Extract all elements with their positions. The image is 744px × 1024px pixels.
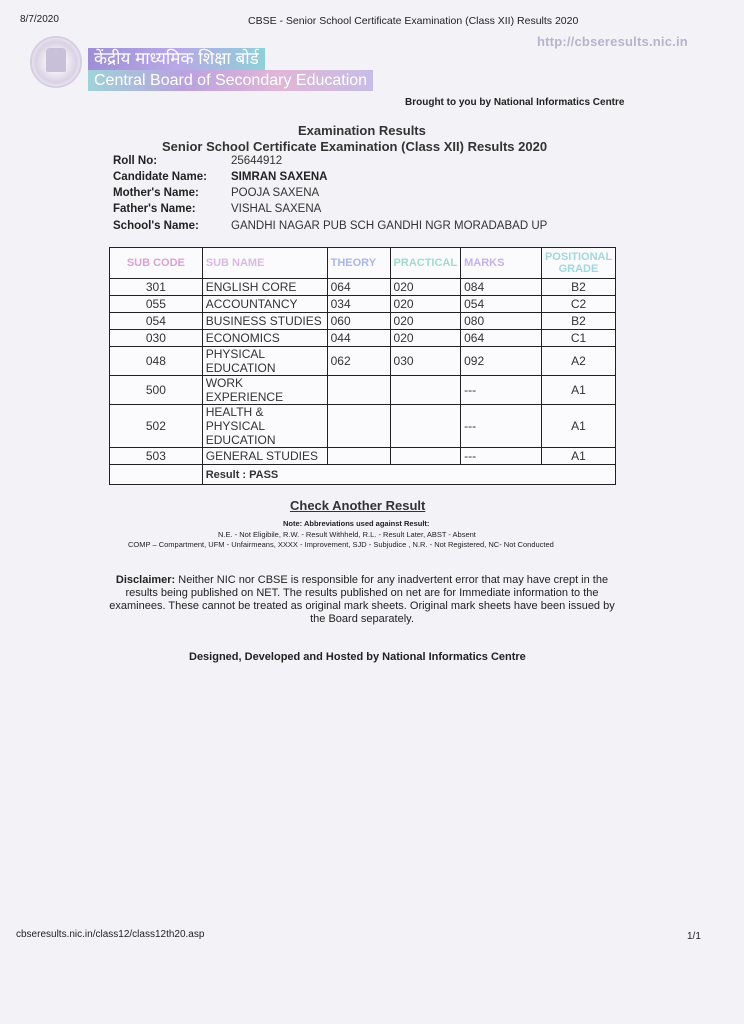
cell-theory: 034 [327, 296, 390, 313]
page-number: 1/1 [687, 931, 701, 942]
result-row [110, 465, 616, 485]
table-row [110, 405, 616, 448]
cell-marks: 084 [461, 279, 542, 296]
cell-theory: 044 [327, 330, 390, 347]
cell-practical: 020 [390, 296, 461, 313]
notes-line-1: N.E. - Not Eligibile, R.W. - Result Withheld, R.L. - Result Later, ABST - Absent [218, 530, 476, 539]
table-row [110, 313, 616, 330]
school-name-value: GANDHI NAGAR PUB SCH GANDHI NGR MORADABAD UP [231, 220, 548, 232]
cell-sub-code: 054 [110, 313, 203, 330]
cell-sub-name: WORK EXPERIENCE [202, 376, 327, 405]
results-table [109, 247, 616, 485]
cell-practical: 020 [390, 330, 461, 347]
cell-theory: 060 [327, 313, 390, 330]
header-sub-name: SUB NAME [202, 248, 327, 279]
cell-sub-code: 502 [110, 405, 203, 448]
cell-practical [390, 405, 461, 448]
cell-sub-name: ECONOMICS [202, 330, 327, 347]
cell-marks: --- [461, 405, 542, 448]
candidate-name-value: SIMRAN SAXENA [231, 171, 328, 183]
check-another-result-link[interactable]: Check Another Result [290, 498, 426, 513]
cell-marks: 064 [461, 330, 542, 347]
cell-sub-name: ENGLISH CORE [202, 279, 327, 296]
cell-sub-code: 500 [110, 376, 203, 405]
candidate-name-label: Candidate Name: [113, 171, 207, 183]
cell-sub-name: GENERAL STUDIES [202, 448, 327, 465]
print-title: CBSE - Senior School Certificate Examination (Class XII) Results 2020 [248, 15, 579, 27]
cell-sub-code: 301 [110, 279, 203, 296]
cell-sub-name: BUSINESS STUDIES [202, 313, 327, 330]
result-status: Result : PASS [202, 465, 615, 485]
cell-marks: --- [461, 376, 542, 405]
table-row [110, 296, 616, 313]
cell-practical [390, 376, 461, 405]
cell-grade: B2 [541, 313, 615, 330]
mother-name-label: Mother's Name: [113, 187, 199, 199]
cell-practical: 030 [390, 347, 461, 376]
mother-name-value: POOJA SAXENA [231, 187, 320, 199]
header-sub-code: SUB CODE [110, 248, 203, 279]
cell-grade: A2 [541, 347, 615, 376]
site-url-link[interactable]: http://cbseresults.nic.in [537, 34, 688, 49]
table-row [110, 330, 616, 347]
cell-marks: 054 [461, 296, 542, 313]
table-row [110, 376, 616, 405]
cell-theory [327, 376, 390, 405]
cell-grade: A1 [541, 448, 615, 465]
cell-marks: --- [461, 448, 542, 465]
designed-by-text: Designed, Developed and Hosted by National Informatics Centre [189, 651, 526, 663]
cell-grade: A1 [541, 376, 615, 405]
cell-sub-code: 503 [110, 448, 203, 465]
cell-practical: 020 [390, 313, 461, 330]
roll-label: Roll No: [113, 155, 158, 167]
cell-grade: A1 [541, 405, 615, 448]
notes-line-2: COMP – Compartment, UFM - Unfairmeans, XXXX - Improvement, SJD - Subjudice , N.R. - Not Registered, NC- Not Conducted [128, 540, 554, 549]
cell-grade: C2 [541, 296, 615, 313]
cell-marks: 080 [461, 313, 542, 330]
table-row [110, 448, 616, 465]
father-name-value: VISHAL SAXENA [231, 203, 322, 215]
table-row [110, 347, 616, 376]
cell-sub-name: HEALTH & PHYSICAL EDUCATION [202, 405, 327, 448]
disclaimer-label: Disclaimer: [115, 574, 176, 586]
disclaimer-text: Neither NIC nor CBSE is responsible for any inadvertent error that may have crept in the results being published on NET. The results published on net are for Immediate information to the examinees. These cannot be treated as original mark sheets. Original mark sheets have been issued by the Board separately. [109, 574, 615, 625]
footer-url: cbseresults.nic.in/class12/class12th20.asp [16, 929, 205, 940]
header-marks: MARKS [461, 248, 542, 279]
page-subtitle: Senior School Certificate Examination (Class XII) Results 2020 [162, 139, 548, 154]
cell-sub-code: 030 [110, 330, 203, 347]
cell-practical [390, 448, 461, 465]
table-header-row [110, 248, 616, 279]
school-name-label: School's Name: [113, 220, 199, 232]
emblem-icon [30, 36, 82, 88]
cell-theory [327, 448, 390, 465]
cell-grade: B2 [541, 279, 615, 296]
roll-value: 25644912 [231, 155, 283, 167]
print-date: 8/7/2020 [20, 14, 59, 25]
banner-english-title: Central Board of Secondary Education [88, 70, 373, 91]
cell-practical: 020 [390, 279, 461, 296]
cell-sub-name: PHYSICAL EDUCATION [202, 347, 327, 376]
acknowledgement-text: Brought to you by National Informatics Centre [405, 97, 625, 108]
cell-grade: C1 [541, 330, 615, 347]
header-positional-grade: POSITIONAL GRADE [541, 248, 615, 279]
cell-sub-code: 055 [110, 296, 203, 313]
page-title: Examination Results [298, 123, 426, 138]
cell-theory: 062 [327, 347, 390, 376]
table-row [110, 279, 616, 296]
result-empty-cell [110, 465, 203, 485]
father-name-label: Father's Name: [113, 203, 196, 215]
cell-marks: 092 [461, 347, 542, 376]
header-theory: THEORY [327, 248, 390, 279]
cell-sub-code: 048 [110, 347, 203, 376]
cell-sub-name: ACCOUNTANCY [202, 296, 327, 313]
notes-title: Note: Abbreviations used against Result: [283, 519, 430, 528]
disclaimer [108, 574, 616, 626]
cell-theory [327, 405, 390, 448]
cell-theory: 064 [327, 279, 390, 296]
header-practical: PRACTICAL [390, 248, 461, 279]
banner-hindi-title: केंद्रीय माध्यमिक शिक्षा बोर्ड [88, 48, 265, 70]
